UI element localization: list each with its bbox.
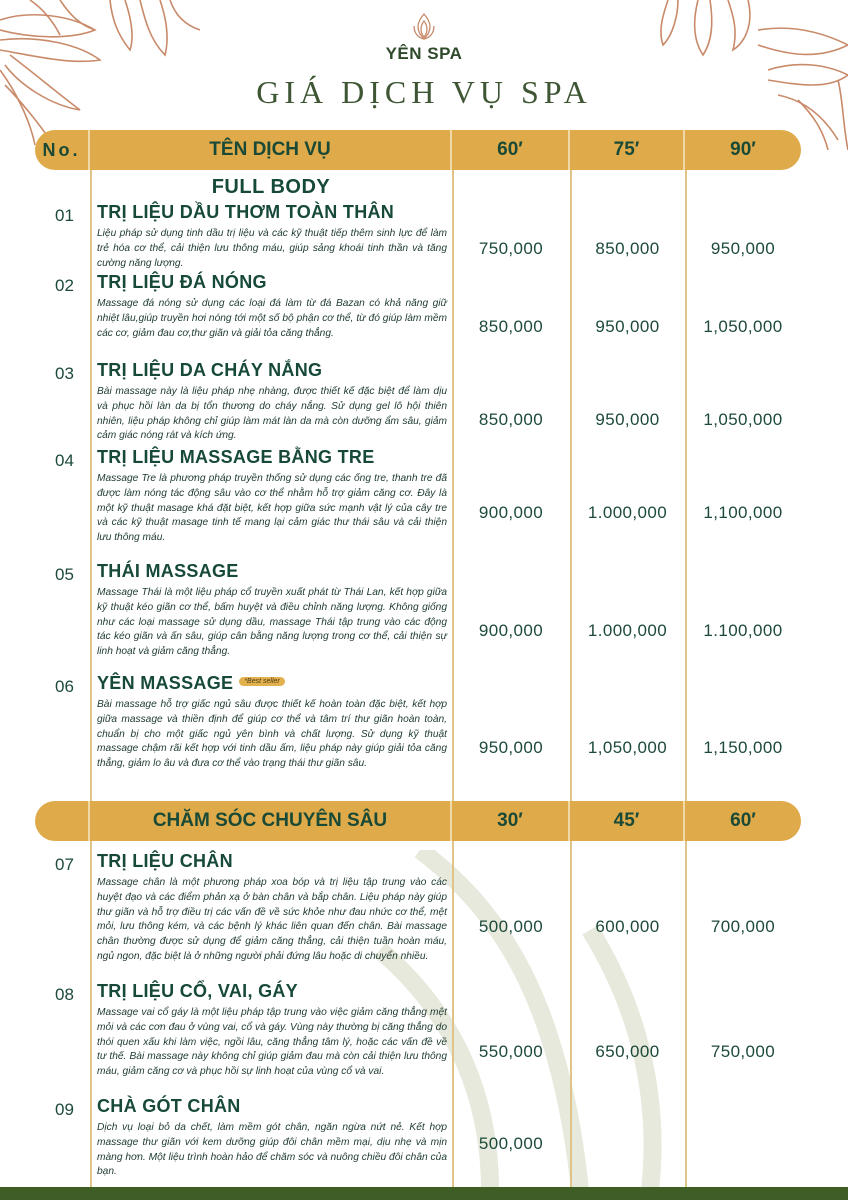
service-description: Massage Tre là phương pháp truyền thống sử dụng các ống tre, thanh tre đã được làm nóng tác động sâu vào cơ thể nhằm hỗ trợ giảm căng cơ. Đây là một kỹ thuật masage khá đặt biệt, kết hợp giữa sức mạnh vật lý của cây tre và các kỹ thuật masage tinh tế mang lại cảm giác thư thái sâu và cải thiện lưu thông máu. <box>97 473 447 544</box>
service-number: 04 <box>55 451 74 470</box>
service-number: 08 <box>55 985 74 1004</box>
service-number: 09 <box>55 1100 74 1119</box>
service-name: TRỊ LIỆU CỔ, VAI, GÁY <box>97 981 298 1001</box>
service-price: 550,000 <box>478 1042 544 1061</box>
service-number: 01 <box>55 206 74 225</box>
service-price: 750,000 <box>710 1042 776 1061</box>
service-price: 600,000 <box>595 917 660 936</box>
service-price: 700,000 <box>710 917 776 936</box>
service-price: 850,000 <box>595 239 660 258</box>
column-divider <box>90 841 92 1187</box>
service-number: 03 <box>55 364 74 383</box>
header-duration: 45′ <box>570 801 685 841</box>
header-duration: 75′ <box>570 130 685 170</box>
service-name <box>97 673 285 694</box>
service-number: 05 <box>55 565 74 584</box>
service-price: 850,000 <box>478 410 544 429</box>
table-header-intensive-care <box>35 801 801 841</box>
column-divider <box>685 841 687 1187</box>
service-price: 900,000 <box>478 621 544 640</box>
header-service-name: TÊN DỊCH VỤ <box>90 130 452 170</box>
service-name: TRỊ LIỆU ĐÁ NÓNG <box>97 272 267 292</box>
service-name: THÁI MASSAGE <box>97 561 239 581</box>
lotus-icon <box>411 12 437 42</box>
header-duration: 60′ <box>730 810 756 831</box>
column-divider <box>570 170 572 802</box>
best-seller-badge: *Best seller <box>239 677 284 686</box>
service-name-text: YÊN MASSAGE <box>97 673 234 693</box>
service-price: 500,000 <box>478 1134 544 1153</box>
service-price: 1,050,000 <box>703 410 783 429</box>
service-price: 1,050,000 <box>703 317 783 336</box>
column-divider <box>685 170 687 802</box>
service-price: 950,000 <box>595 410 660 429</box>
service-description: Massage vai cổ gáy là một liệu pháp tập trung vào việc giảm căng thẳng mệt mỏi và các cơn đau ở vùng vai, cổ và gáy. Vùng này thường bị căng thẳng do thói quen xấu khi làm việc, ngồi lâu, căng thẳng tâm lý, hoặc các vấn đề về tư thế. Bài massage này không chỉ giúp giảm đau mà còn cải thiện lưu thông máu, giảm căng cơ và phục hồi sự linh hoạt của vùng cổ và vai. <box>97 1007 447 1078</box>
header-category-name: CHĂM SÓC CHUYÊN SÂU <box>90 801 452 841</box>
service-number: 02 <box>55 276 74 295</box>
service-price: 650,000 <box>595 1042 660 1061</box>
service-number: 07 <box>55 855 74 874</box>
service-name: TRỊ LIỆU MASSAGE BẰNG TRE <box>97 447 375 467</box>
service-price: 1.000,000 <box>587 503 668 522</box>
service-price: 1.000,000 <box>587 621 668 640</box>
service-price: 1,150,000 <box>703 738 783 757</box>
column-divider <box>90 170 92 802</box>
table-header-full-body <box>35 130 801 170</box>
service-name: TRỊ LIỆU DẦU THƠM TOÀN THÂN <box>97 202 395 222</box>
service-price: 850,000 <box>478 317 544 336</box>
service-description: Dịch vụ loại bỏ da chết, làm mềm gót chân, ngăn ngừa nứt nẻ. Kết hợp massage thư giãn với kem dưỡng giúp đôi chân mềm mại, dịu nhẹ và mịn màng hơn. Một liệu trình hoàn hảo để chăm sóc và nuông chiều đôi chân của bạn. <box>97 1122 447 1178</box>
service-price: 1,100,000 <box>703 503 783 522</box>
service-price: 1.100,000 <box>703 621 783 640</box>
header-no-empty <box>35 801 90 841</box>
service-price: 1,050,000 <box>587 738 668 757</box>
service-price: 950,000 <box>478 738 544 757</box>
page-title: GIÁ DỊCH VỤ SPA <box>256 74 592 110</box>
service-price: 950,000 <box>710 239 776 258</box>
service-name: TRỊ LIỆU DA CHÁY NẮNG <box>97 360 323 380</box>
service-description: Massage Thái là một liệu pháp cổ truyền xuất phát từ Thái Lan, kết hợp giữa kỹ thuật kéo giãn cơ thể, bấm huyệt và điều chỉnh năng lượng. Không giống như các loại massage sử dụng dầu, massage Thái tập trung vào các động tác kéo giãn và ấn sâu, giúp cân bằng năng lượng trong cơ thể, cải thiện sự linh hoạt và giảm căng thẳng. <box>97 587 447 658</box>
service-name: CHÀ GÓT CHÂN <box>97 1096 241 1116</box>
service-description: Bài massage này là liệu pháp nhẹ nhàng, được thiết kế đặc biệt để làm dịu và phục hồi làn da bị tổn thương do cháy nắng. Sử dụng gel lô hội thiên nhiên, liệu pháp không chỉ giúp làm mát làn da mà còn dưỡng ẩm sâu, giảm cảm giác nóng rát và kích ứng. <box>97 386 447 442</box>
service-description: Massage đá nóng sử dụng các loại đá làm từ đá Bazan có khả năng giữ nhiệt lâu,giúp truyền hơi nóng tới một số bộ phận cơ thể, từ đó giúp làm mềm các cơ, giảm đau cơ,thư giãn và giải tỏa căng thẳng. <box>97 298 447 339</box>
column-divider <box>452 170 454 802</box>
service-name: TRỊ LIỆU CHÂN <box>97 851 233 871</box>
service-description: Massage chân là một phương pháp xoa bóp và trị liệu tập trung vào các huyệt đạo và các điểm phản xạ ở bàn chân và bắp chân. Liệu pháp này giúp thư giãn và hỗ trợ điều trị các vấn đề về sức khỏe như đau nhức cơ thể, mệt mỏi, lưu thông kém, và các bệnh lý khác liên quan đến chân. Bài massage chân thường được sử dụng để giảm căng thẳng, cải thiện tuần hoàn máu, ngủ ngon, đặc biệt là ở những người phải đứng lâu hoặc di chuyển nhiều. <box>97 877 447 962</box>
service-price: 950,000 <box>595 317 660 336</box>
service-price: 900,000 <box>478 503 544 522</box>
header-duration: 30′ <box>452 801 570 841</box>
service-description: Bài massage hỗ trợ giấc ngủ sâu được thiết kế hoàn toàn đặc biệt, kết hợp giữa massage và thiền định để giúp cơ thể và tâm trí thư giãn hoàn toàn, chuẩn bị cho một giấc ngủ yên bình và chất lượng. Sử dụng kỹ thuật massage chậm rãi kết hợp với tinh dầu ấm, liệu pháp này giúp giải tỏa căng thẳng, giảm lo âu và đưa cơ thể vào trạng thái thư giãn sâu. <box>97 699 447 770</box>
category-title: FULL BODY <box>211 176 331 198</box>
brand-name: YÊN SPA <box>385 44 463 63</box>
service-description: Liệu pháp sử dụng tinh dầu trị liệu và các kỹ thuật tiếp thêm sinh lực để làm trẻ hóa cơ thể, cải thiện lưu thông máu, giúp sảng khoái tinh thần và tăng cường năng lượng. <box>97 228 447 269</box>
footer-band <box>0 1187 848 1200</box>
column-divider <box>570 841 572 1187</box>
service-price: 500,000 <box>478 917 544 936</box>
service-number: 06 <box>55 677 74 696</box>
header-duration: 60′ <box>452 130 570 170</box>
header-duration: 90′ <box>730 139 756 160</box>
brand-logo <box>0 12 848 64</box>
header-no: No. <box>35 130 90 170</box>
service-price: 750,000 <box>478 239 544 258</box>
